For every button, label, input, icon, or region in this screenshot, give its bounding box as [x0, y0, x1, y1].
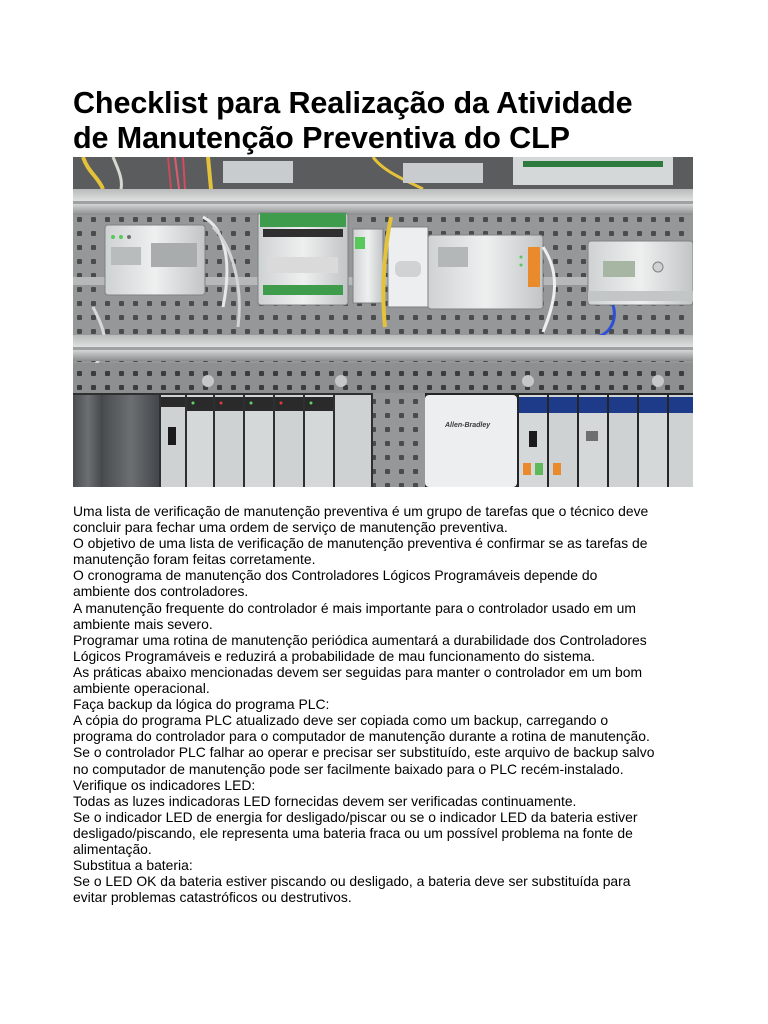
body-line: evitar problemas catastróficos ou destrutivos.	[73, 889, 352, 906]
body-line: Programar uma rotina de manutenção periódica aumentará a durabilidade dos Controladores	[73, 631, 647, 648]
body-line: Se o LED OK da bateria estiver piscando ou desligado, a bateria deve ser substituída para	[73, 873, 631, 890]
body-line: Lógicos Programáveis e reduzirá a probabilidade de mau funcionamento do sistema.	[73, 647, 595, 664]
body-line: manutenção foram feitas corretamente.	[73, 551, 316, 568]
section-heading: Faça backup da lógica do programa PLC:	[73, 696, 330, 713]
document-title	[73, 86, 723, 156]
body-line: O objetivo de uma lista de verificação de manutenção preventiva é confirmar se as tarefas de	[73, 535, 648, 552]
body-line: Se o controlador PLC falhar ao operar e precisar ser substituído, este arquivo de backup salvo	[73, 744, 655, 761]
allen-bradley-label: Allen-Bradley	[445, 422, 491, 429]
body-line: A cópia do programa PLC atualizado deve ser copiada como um backup, carregando o	[73, 712, 609, 729]
body-line: Todas as luzes indicadoras LED fornecidas devem ser verificadas continuamente.	[73, 792, 577, 809]
body-line: concluir para fechar uma ordem de serviço de manutenção preventiva.	[73, 519, 508, 536]
section-heading: Verifique os indicadores LED:	[73, 776, 256, 793]
body-line: O cronograma de manutenção dos Controladores Lógicos Programáveis depende do	[73, 567, 598, 584]
body-line: Uma lista de verificação de manutenção preventiva é um grupo de tarefas que o técnico deve	[73, 503, 649, 519]
section-heading: Substitua a bateria:	[73, 857, 193, 874]
body-line: desligado/piscando, ele representa uma bateria fraca ou um possível problema na fonte de	[73, 824, 633, 841]
plc-photo	[73, 157, 693, 487]
body-line: ambiente mais severo.	[73, 615, 213, 632]
title-line-2: de Manutenção Preventiva do CLP	[73, 121, 570, 155]
body-line: no computador de manutenção pode ser facilmente baixado para o PLC recém-instalado.	[73, 760, 624, 777]
body-line: ambiente dos controladores.	[73, 583, 249, 600]
body-line: Se o indicador LED de energia for desligado/piscar ou se o indicador LED da bateria estiver	[73, 808, 638, 825]
title-line-1: Checklist para Realização da Atividade	[73, 86, 633, 120]
body-line: alimentação.	[73, 840, 152, 857]
plc-photo-illustration	[73, 157, 693, 487]
body-line: A manutenção frequente do controlador é mais importante para o controlador usado em um	[73, 599, 636, 616]
body-line: ambiente operacional.	[73, 680, 210, 697]
body-line: programa do controlador para o computador de manutenção durante a rotina de manutenção.	[73, 728, 650, 745]
body-line: As práticas abaixo mencionadas devem ser seguidas para manter o controlador em um bom	[73, 663, 643, 680]
document-body	[73, 503, 703, 905]
